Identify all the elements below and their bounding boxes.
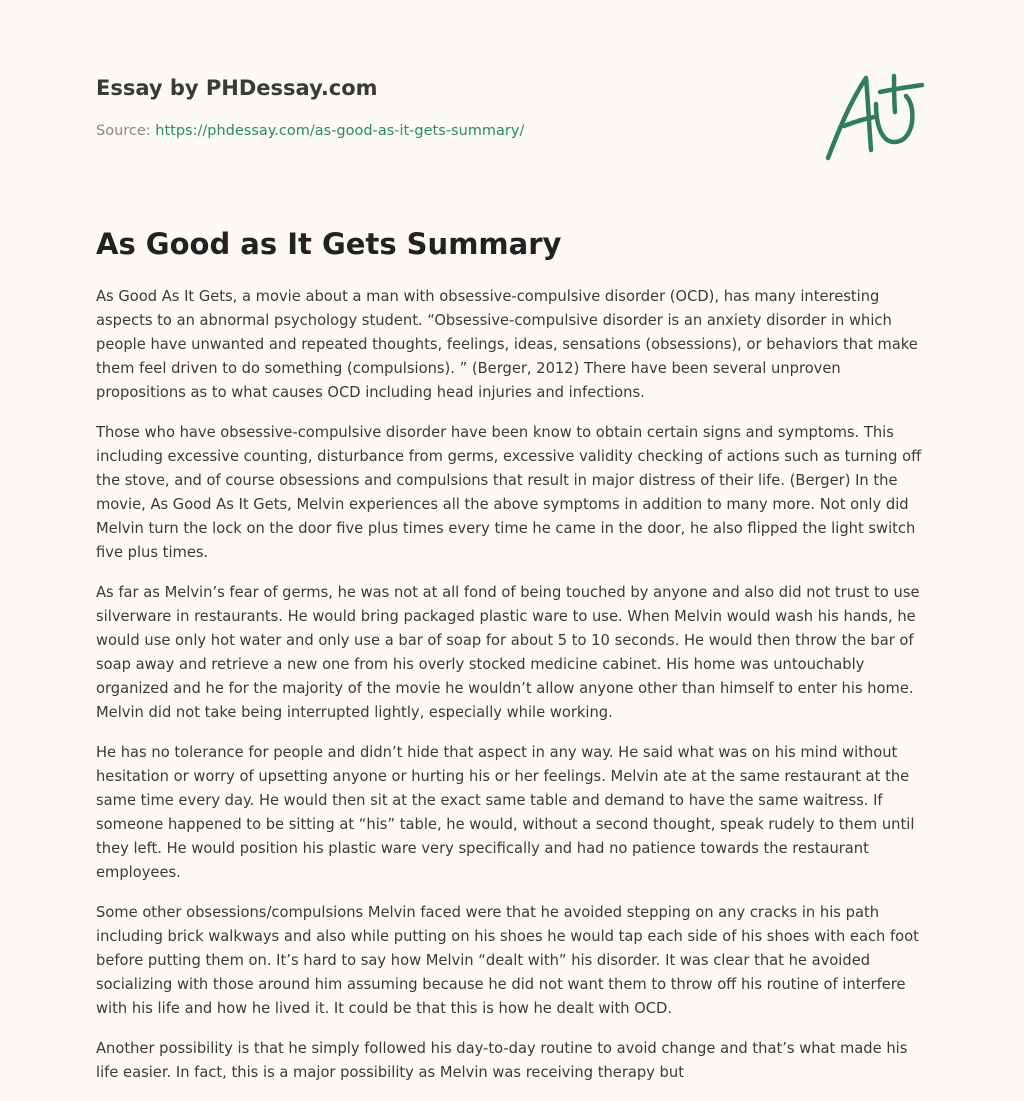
essay-paragraph: He has no tolerance for people and didn’t hide that aspect in any way. He said what was on his mind without hesitation or worry of upsetting anyone or hurting his or her feelings. Melvin ate at the same restaurant at the same time every day. He would then sit at the exact same table and demand to have the same waitress. If someone happened to be sitting at “his” table, he would, without a second thought, speak rudely to them until they left. He would position his plastic ware very specifically and had no patience towards the restaurant employees. <box>96 744 915 881</box>
essay-paragraph: As Good As It Gets, a movie about a man with obsessive-compulsive disorder (OCD), has many interesting aspects to an abnormal psychology student. “Obsessive-compulsive disorder is an anxiety disorder in which people have unwanted and repeated thoughts, feelings, ideas, sensations (obsessions), or behaviors that make them feel driven to do something (compulsions). ” (Berger, 2012) There have been several unproven propositions as to what causes OCD including head injuries and infections. <box>96 288 918 401</box>
essay-paragraph: Those who have obsessive-compulsive disorder have been know to obtain certain signs and symptoms. This including excessive counting, disturbance from germs, excessive validity checking of actions such as turning off the stove, and of course obsessions and compulsions that result in major distress of their life. (Berger) In the movie, As Good As It Gets, Melvin experiences all the above symptoms in addition to many more. Not only did Melvin turn the lock on the door five plus times every time he came in the door, he also flipped the light switch five plus times. <box>96 424 922 561</box>
source-line <box>96 123 524 139</box>
source-link[interactable]: https://phdessay.com/as-good-as-it-gets-summary/ <box>155 123 525 139</box>
essay-body <box>96 285 926 1101</box>
a-plus-logo-icon <box>824 70 928 164</box>
essay-paragraph: Some other obsessions/compulsions Melvin faced were that he avoided stepping on any cracks in his path including brick walkways and also while putting on his shoes he would tap each side of his shoes with each foot before putting them on. It’s hard to say how Melvin “dealt with” his disorder. It was clear that he avoided socializing with those around him assuming because he did not want them to throw off his routine of interfere with his life and how he lived it. It could be that this is how he dealt with OCD. <box>96 904 919 1017</box>
essay-paragraph: As far as Melvin’s fear of germs, he was not at all fond of being touched by anyone and also did not trust to use silverware in restaurants. He would bring packaged plastic ware to use. When Melvin would wash his hands, he would use only hot water and only use a bar of soap for about 5 to 10 seconds. He would then throw the bar of soap away and retrieve a new one from his overly stocked medicine cabinet. His home was untouchably organized and he for the majority of the movie he wouldn’t allow anyone other than himself to enter his home. Melvin did not take being interrupted lightly, especially while working. <box>96 584 920 721</box>
essay-paragraph: Another possibility is that he simply followed his day-to-day routine to avoid change and that’s what made his life easier. In fact, this is a major possibility as Melvin was receiving therapy but <box>96 1040 908 1081</box>
source-label: Source: <box>96 123 151 139</box>
site-title: Essay by PHDessay.com <box>96 76 378 100</box>
essay-title: As Good as It Gets Summary <box>96 227 562 261</box>
